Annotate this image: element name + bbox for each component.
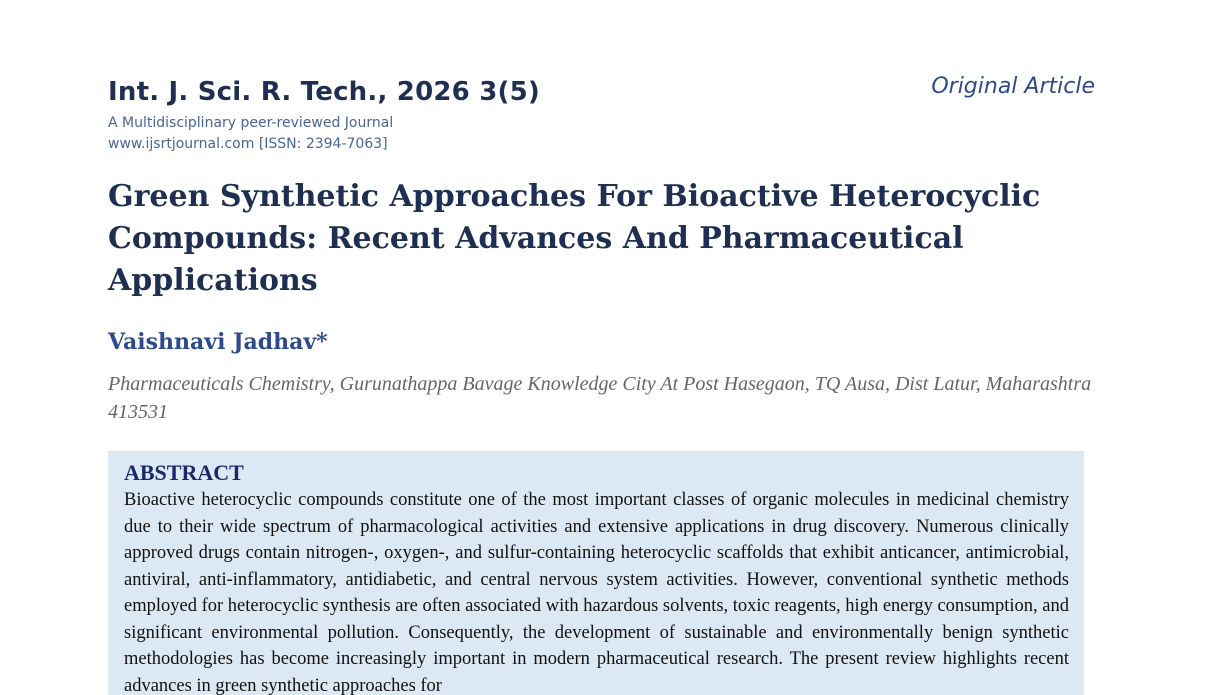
author-affiliation: Pharmaceuticals Chemistry, Gurunathappa Bavage Knowledge City At Post Hasegaon, TQ Ausa, Dist Latur, Maharashtra 413531 — [108, 373, 1092, 423]
abstract-section — [108, 451, 1084, 695]
journal-title: Int. J. Sci. R. Tech., 2026 3(5) — [108, 77, 540, 107]
abstract-text: Bioactive heterocyclic compounds constitute one of the most important classes of organic molecules in medicinal chemistry due to their wide spectrum of pharmacological activities and extensive applications in drug discovery. Numerous clinically approved drugs contain nitrogen-, oxygen-, and sulfur-containing heterocyclic scaffolds that exhibit anticancer, antimicrobial, antiviral, anti-inflammatory, antidiabetic, and central nervous system activities. However, conventional synthetic methods employed for heterocyclic synthesis are often associated with hazardous solvents, toxic reagents, high energy consumption, and significant environmental pollution. Consequently, the development of sustainable and environmentally benign synthetic methodologies has become increasingly important in modern pharmaceutical research. The present review highlights recent advances in green synthetic approaches for — [124, 490, 1069, 695]
abstract-heading: ABSTRACT — [124, 460, 244, 485]
journal-tagline: A Multidisciplinary peer-reviewed Journal — [108, 115, 394, 131]
journal-url-issn[interactable]: www.ijsrtjournal.com [ISSN: 2394-7063] — [108, 136, 388, 152]
author-name: Vaishnavi Jadhav* — [108, 329, 328, 355]
paper-title: Green Synthetic Approaches For Bioactive Heterocyclic Compounds: Recent Advances And Pharmaceutical Applications — [108, 179, 1041, 298]
article-type-label: Original Article — [931, 74, 1095, 99]
